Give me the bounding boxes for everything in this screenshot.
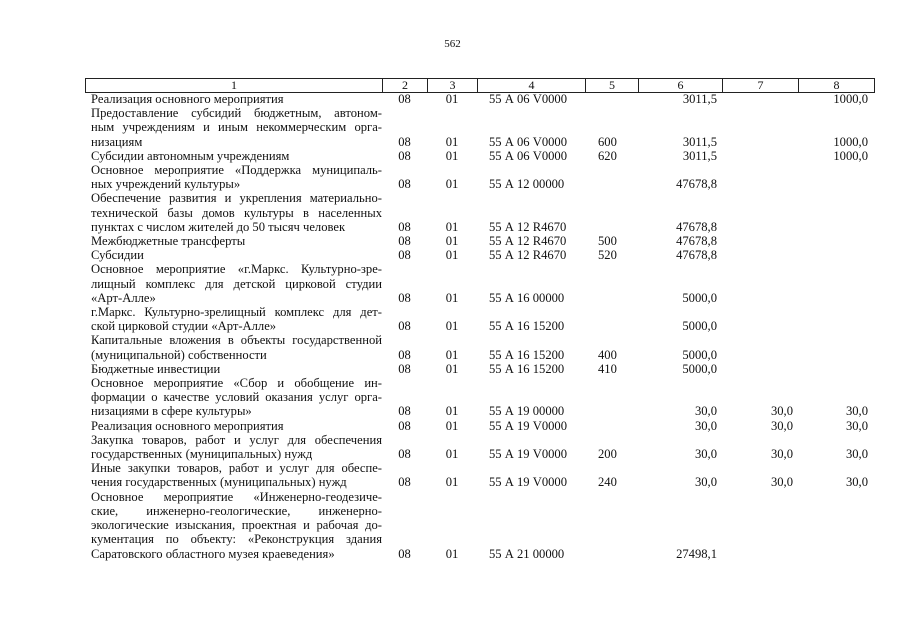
row-description [85, 234, 382, 248]
table-header-row [85, 78, 875, 93]
row-description [85, 433, 382, 461]
description-line: ские, инженерно-геологические, инженерно- [91, 503, 382, 518]
amount-col-6: 3011,5 [682, 92, 717, 106]
section-code: 08 [398, 177, 411, 192]
description-line: лищный комплекс для детской цирковой студии [91, 276, 382, 291]
section-code: 08 [398, 418, 411, 433]
row-description [85, 262, 382, 305]
target-article-code: 55 А 06 V0000 [489, 92, 568, 106]
amount-col-6: 30,0 [694, 447, 717, 462]
table-row [85, 106, 873, 149]
amount-col-6: 3011,5 [682, 148, 717, 163]
description-line: ным учреждениям и иным некоммерческим орга- [91, 120, 382, 135]
subsection-code: 01 [445, 404, 459, 419]
target-article-code: 55 А 06 V0000 [489, 134, 568, 149]
header-col-7: 7 [723, 79, 799, 92]
description-line: ных учреждений культуры» [91, 177, 241, 192]
table-row [85, 376, 873, 419]
amount-col-6: 5000,0 [682, 347, 717, 362]
description-line: кументация по объекту: «Реконструкция здания [91, 532, 382, 547]
subsection-code: 01 [445, 234, 459, 249]
row-description [85, 490, 382, 561]
table-row [85, 433, 873, 461]
header-col-4: 4 [478, 79, 586, 92]
amount-col-6: 3011,5 [682, 134, 717, 149]
row-description [85, 248, 382, 262]
amount-col-8: 1000,0 [833, 148, 868, 163]
expense-type-code: 240 [598, 475, 617, 490]
section-code: 08 [398, 148, 411, 163]
amount-col-6: 5000,0 [682, 319, 717, 334]
description-line: пунктах с числом жителей до 50 тысяч человек [91, 219, 346, 234]
table-row [85, 234, 873, 248]
description-line: (муниципальной) собственности [91, 347, 267, 362]
target-article-code: 55 А 19 V0000 [489, 418, 568, 433]
description-line: чения государственных (муниципальных) нужд [91, 475, 347, 490]
target-article-code: 55 А 12 R4670 [489, 248, 567, 263]
amount-col-7: 30,0 [770, 418, 793, 433]
description-line: Субсидии автономным учреждениям [91, 148, 290, 163]
amount-col-6: 47678,8 [676, 234, 717, 249]
description-line: государственных (муниципальных) нужд [91, 447, 313, 462]
amount-col-6: 47678,8 [676, 219, 717, 234]
section-code: 08 [398, 404, 411, 419]
subsection-code: 01 [445, 134, 459, 149]
table-row [85, 305, 873, 333]
expense-type-code: 620 [598, 148, 617, 163]
expense-type-code: 520 [598, 248, 617, 263]
description-line: Капитальные вложения в объекты государственной [91, 333, 382, 348]
row-description [85, 376, 382, 419]
target-article-code: 55 А 16 15200 [489, 347, 565, 362]
table-row [85, 362, 873, 376]
amount-col-8: 30,0 [845, 404, 868, 419]
amount-col-8: 30,0 [845, 418, 868, 433]
amount-col-8: 30,0 [845, 475, 868, 490]
description-line: Иные закупки товаров, работ и услуг для обеспе- [91, 461, 382, 476]
description-line: ской цирковой студии «Арт-Алле» [91, 319, 277, 334]
target-article-code: 55 А 19 V0000 [489, 475, 568, 490]
section-code: 08 [398, 248, 411, 263]
amount-col-8: 1000,0 [833, 92, 868, 106]
amount-col-6: 5000,0 [682, 361, 717, 376]
section-code: 08 [398, 219, 411, 234]
description-line: низациями в сфере культуры» [91, 404, 252, 419]
amount-col-6: 27498,1 [676, 546, 717, 561]
header-col-5: 5 [586, 79, 639, 92]
target-article-code: 55 А 06 V0000 [489, 148, 568, 163]
description-line: «Арт-Алле» [91, 290, 156, 305]
description-line: Саратовского областного музея краеведения» [91, 546, 335, 561]
row-description [85, 305, 382, 333]
section-code: 08 [398, 290, 411, 305]
table-row [85, 248, 873, 262]
description-line: Межбюджетные трансферты [91, 234, 246, 249]
section-code: 08 [398, 234, 411, 249]
amount-col-6: 5000,0 [682, 290, 717, 305]
table-row [85, 163, 873, 191]
description-line: технической базы домов культуры в населенных [91, 205, 382, 220]
amount-col-8: 30,0 [845, 447, 868, 462]
description-line: Субсидии [91, 248, 144, 263]
description-line: Реализация основного мероприятия [91, 92, 284, 106]
table-row [85, 149, 873, 163]
section-code: 08 [398, 546, 411, 561]
target-article-code: 55 А 12 00000 [489, 177, 565, 192]
row-description [85, 333, 382, 361]
subsection-code: 01 [445, 361, 459, 376]
description-line: низациям [91, 134, 143, 149]
target-article-code: 55 А 12 R4670 [489, 219, 567, 234]
header-col-1: 1 [86, 79, 383, 92]
row-description [85, 419, 382, 433]
subsection-code: 01 [445, 219, 459, 234]
subsection-code: 01 [445, 319, 459, 334]
header-col-3: 3 [428, 79, 478, 92]
header-col-2: 2 [383, 79, 428, 92]
subsection-code: 01 [445, 92, 459, 106]
row-description [85, 163, 382, 191]
description-line: Закупка товаров, работ и услуг для обеспечения [91, 432, 382, 447]
target-article-code: 55 А 16 00000 [489, 290, 565, 305]
section-code: 08 [398, 92, 411, 106]
amount-col-8: 1000,0 [833, 134, 868, 149]
description-line: Предоставление субсидий бюджетным, автоном- [91, 106, 382, 121]
description-line: Основное мероприятие «Инженерно-геодезиче- [91, 489, 382, 504]
target-article-code: 55 А 19 V0000 [489, 447, 568, 462]
expense-type-code: 600 [598, 134, 617, 149]
section-code: 08 [398, 447, 411, 462]
table-body [85, 92, 873, 561]
description-line: Основное мероприятие «Сбор и обобщение ин- [91, 376, 382, 391]
description-line: Обеспечение развития и укрепления материально- [91, 191, 382, 206]
amount-col-6: 30,0 [694, 404, 717, 419]
amount-col-6: 30,0 [694, 475, 717, 490]
target-article-code: 55 А 19 00000 [489, 404, 565, 419]
target-article-code: 55 А 16 15200 [489, 361, 565, 376]
target-article-code: 55 А 16 15200 [489, 319, 565, 334]
table-row [85, 461, 873, 489]
expense-type-code: 400 [598, 347, 617, 362]
subsection-code: 01 [445, 347, 459, 362]
expense-type-code: 500 [598, 234, 617, 249]
amount-col-6: 47678,8 [676, 248, 717, 263]
table-row [85, 92, 873, 106]
subsection-code: 01 [445, 475, 459, 490]
subsection-code: 01 [445, 447, 459, 462]
header-col-8: 8 [833, 78, 840, 92]
section-code: 08 [398, 361, 411, 376]
row-description [85, 191, 382, 234]
description-line: формации о качестве условий оказания услуг орга- [91, 390, 382, 405]
amount-col-7: 30,0 [770, 447, 793, 462]
section-code: 08 [398, 134, 411, 149]
row-description [85, 92, 382, 106]
amount-col-7: 30,0 [770, 404, 793, 419]
table-row [85, 262, 873, 305]
amount-col-6: 30,0 [694, 418, 717, 433]
table-row [85, 490, 873, 561]
subsection-code: 01 [445, 177, 459, 192]
table-row [85, 191, 873, 234]
expense-type-code: 200 [598, 447, 617, 462]
description-line: экологические изыскания, проектная и рабочая до- [91, 518, 382, 533]
description-line: Основное мероприятие «Поддержка муниципаль- [91, 163, 382, 178]
subsection-code: 01 [445, 248, 459, 263]
target-article-code: 55 А 21 00000 [489, 546, 565, 561]
description-line: Реализация основного мероприятия [91, 418, 284, 433]
subsection-code: 01 [445, 418, 459, 433]
row-description [85, 362, 382, 376]
section-code: 08 [398, 347, 411, 362]
header-col-6: 6 [639, 79, 723, 92]
row-description [85, 106, 382, 149]
description-line: Бюджетные инвестиции [91, 361, 221, 376]
page-number: 562 [444, 38, 461, 50]
target-article-code: 55 А 12 R4670 [489, 234, 567, 249]
subsection-code: 01 [445, 290, 459, 305]
table-row [85, 419, 873, 433]
amount-col-7: 30,0 [770, 475, 793, 490]
subsection-code: 01 [445, 148, 459, 163]
amount-col-6: 47678,8 [676, 177, 717, 192]
table-row [85, 333, 873, 361]
description-line: Основное мероприятие «г.Маркс. Культурно-зре- [91, 262, 382, 277]
row-description [85, 149, 382, 163]
description-line: г.Маркс. Культурно-зрелищный комплекс для дет- [91, 305, 382, 320]
subsection-code: 01 [445, 546, 459, 561]
section-code: 08 [398, 475, 411, 490]
section-code: 08 [398, 319, 411, 334]
expense-type-code: 410 [598, 361, 617, 376]
row-description [85, 461, 382, 489]
